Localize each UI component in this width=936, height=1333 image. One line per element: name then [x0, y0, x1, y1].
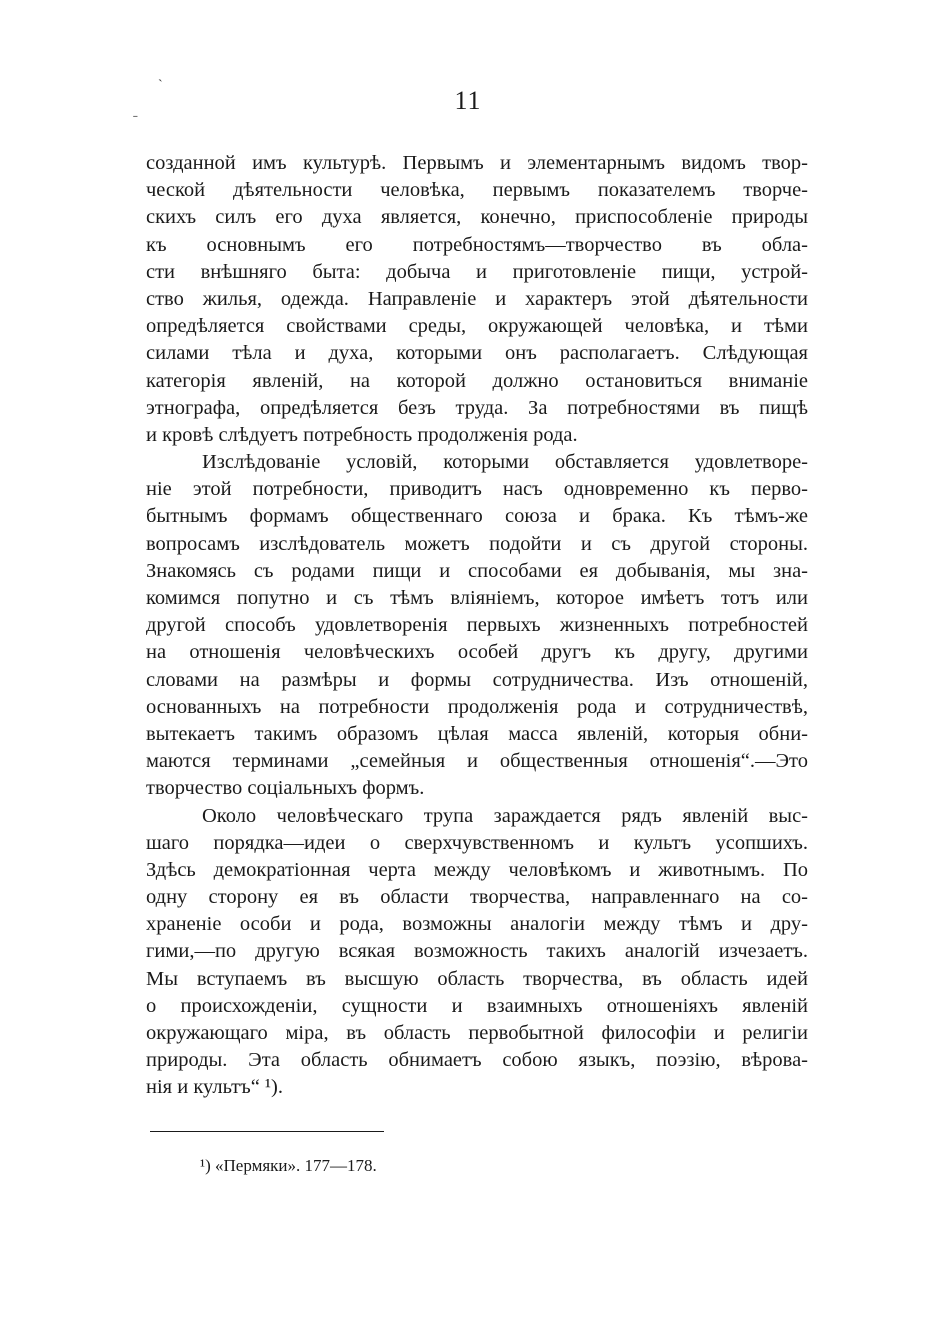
text-line: словами на размѣры и формы сотрудничества. Изъ отношеній, [146, 668, 808, 691]
text-line: природы. Эта область обнимаетъ собою языкъ, поэзію, вѣрова- [146, 1049, 808, 1072]
text-line: основанныхъ на потребности продолженія рода и сотрудничествѣ, [146, 695, 808, 718]
text-line: одну сторону ея въ области творчества, направленнаго на со- [146, 886, 808, 909]
footnote: ¹) «Пермяки». 177—178. [200, 1156, 377, 1175]
text-line: вытекаетъ такимъ образомъ цѣлая масса явленій, которыя обни- [146, 722, 808, 745]
text-line: Изслѣдованіе условій, которыми обставляется удовлетворе- [202, 451, 808, 474]
paragraph [146, 803, 808, 1102]
text-line: Здѣсь демократіонная черта между человѣкомъ и животнымъ. По [146, 858, 808, 881]
text-line: къ основнымъ его потребностямъ—творчество въ обла- [146, 233, 808, 256]
page-number: 11 [454, 86, 482, 115]
text-line: храненіе особи и рода, возможны аналогіи между тѣмъ и дру- [146, 913, 808, 936]
footnote-divider [150, 1131, 384, 1132]
paragraph [146, 150, 808, 449]
text-line: окружающаго міра, въ область первобытной философіи и религіи [146, 1022, 808, 1044]
text-line: вопросамъ изслѣдователь можетъ подойти и съ другой стороны. [146, 532, 808, 555]
text-line: ство жилья, одежда. Направленіе и характеръ этой дѣятельности [146, 287, 808, 310]
text-line: скихъ силъ его духа является, конечно, приспособленіе природы [146, 206, 808, 229]
text-line: о происхожденіи, сущности и взаимныхъ отношеніяхъ явленій [146, 994, 808, 1017]
text-line: Около человѣческаго трупа зараждается рядъ явленій выс- [202, 804, 808, 827]
text-line: сти внѣшняго быта: добыча и приготовленіе пищи, устрой- [146, 260, 808, 283]
paragraph [146, 449, 808, 802]
text-line: маются терминами „семейныя и общественныя отношенія“.—Это [146, 750, 808, 773]
text-line: творчество соціальныхъ формъ. [146, 777, 425, 800]
text-line: Мы вступаемъ въ высшую область творчества, въ область идей [146, 967, 808, 990]
text-line: ческой дѣятельности человѣка, первымъ показателемъ творче- [146, 179, 808, 202]
text-line: гими,—по другую всякая возможность такихъ аналогій изчезаетъ. [146, 940, 808, 963]
text-line: категорія явленій, на которой должно остановиться вниманіе [146, 369, 808, 392]
text-line: на отношенія человѣческихъ особей другъ къ другу, другими [146, 641, 808, 664]
text-line: этнографа, опредѣляется безъ труда. За потребностями въ пищѣ [146, 396, 808, 419]
text-line: другой способъ удовлетворенія первыхъ жизненныхъ потребностей [146, 614, 808, 637]
text-line: созданной имъ культурѣ. Первымъ и элементарнымъ видомъ твор- [146, 152, 808, 174]
text-line: Знакомясь съ родами пищи и способами ея добыванія, мы зна- [146, 559, 808, 582]
text-line: опредѣляется свойствами среды, окружающей человѣка, и тѣми [146, 315, 808, 338]
text-line: нія и культъ“ ¹). [146, 1076, 284, 1099]
text-line: шаго порядка—идеи о сверхчувственномъ и культъ усопшихъ. [146, 831, 808, 854]
text-line: силами тѣла и духа, которыми онъ располагаетъ. Слѣдующая [146, 342, 808, 365]
body-text [146, 150, 808, 1102]
text-line: и кровѣ слѣдуетъ потребность продолженія рода. [146, 423, 578, 446]
scan-speck: ˋ [158, 78, 163, 93]
scan-speck: ˍ [133, 104, 138, 119]
text-line: ніе этой потребности, приводитъ насъ одновременно къ перво- [146, 478, 808, 501]
text-line: бытнымъ формамъ общественнаго союза и брака. Къ тѣмъ-же [146, 505, 808, 528]
text-line: комимся попутно и съ тѣмъ вліяніемъ, которое имѣетъ тотъ или [146, 587, 808, 609]
